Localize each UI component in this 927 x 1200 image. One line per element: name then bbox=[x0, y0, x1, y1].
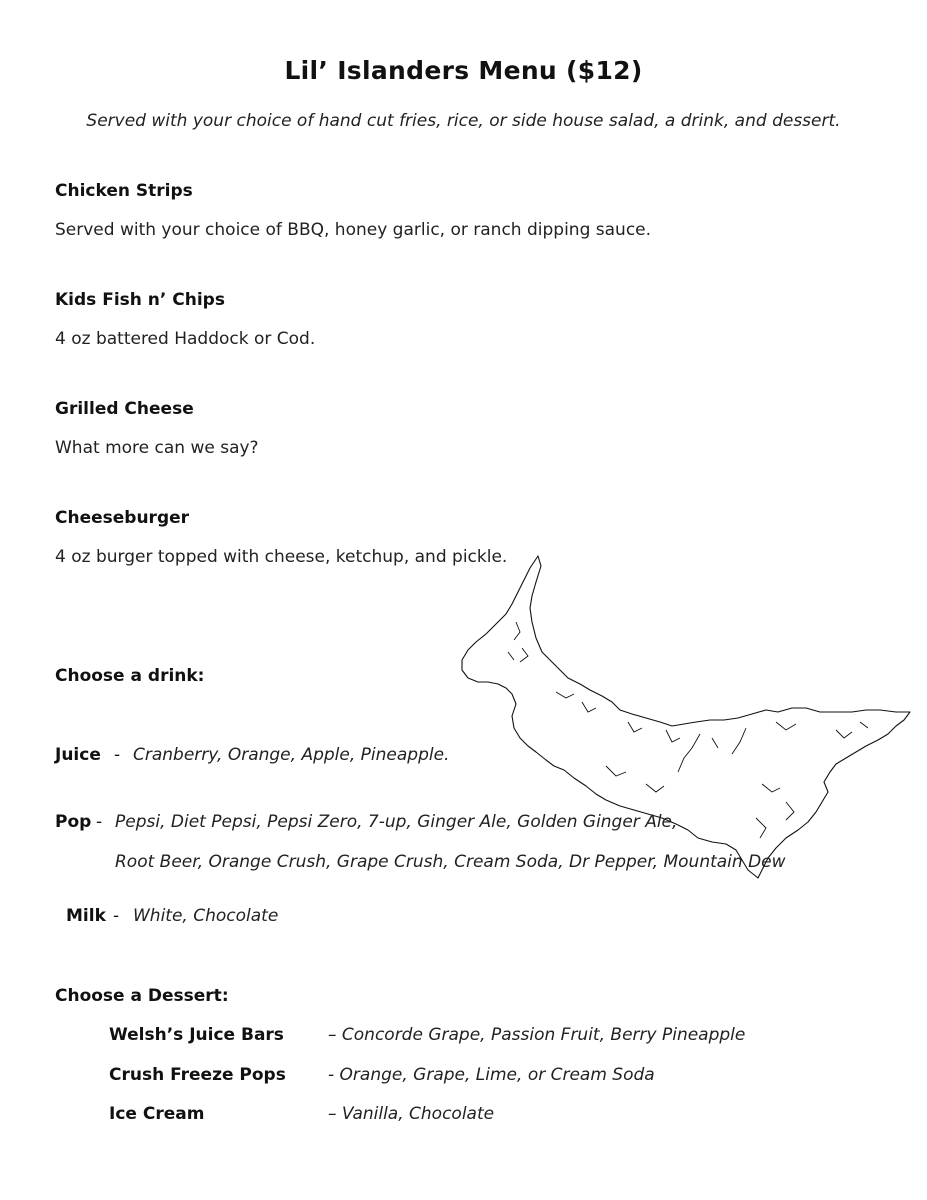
dessert-options-freeze-pops: - Orange, Grape, Lime, or Cream Soda bbox=[328, 1065, 655, 1085]
drink-label-juice: Juice bbox=[55, 745, 101, 765]
item-name-chicken-strips: Chicken Strips bbox=[55, 181, 193, 201]
drink-separator-pop: - bbox=[96, 812, 103, 832]
item-name-fish-n-chips: Kids Fish n’ Chips bbox=[55, 290, 225, 310]
item-desc-chicken-strips: Served with your choice of BBQ, honey garlic, or ranch dipping sauce. bbox=[55, 220, 652, 240]
dessert-options-juice-bars: – Concorde Grape, Passion Fruit, Berry Pineapple bbox=[328, 1025, 746, 1045]
item-name-grilled-cheese: Grilled Cheese bbox=[55, 399, 194, 419]
item-desc-cheeseburger: 4 oz burger topped with cheese, ketchup, and pickle. bbox=[55, 547, 508, 567]
drink-options-milk: White, Chocolate bbox=[133, 906, 279, 926]
item-name-cheeseburger: Cheeseburger bbox=[55, 508, 190, 528]
drink-separator-juice: - bbox=[114, 745, 121, 765]
item-desc-grilled-cheese: What more can we say? bbox=[55, 438, 259, 458]
drink-label-milk: Milk bbox=[66, 906, 106, 926]
drinks-heading: Choose a drink: bbox=[55, 666, 205, 686]
dessert-name-juice-bars: Welsh’s Juice Bars bbox=[109, 1025, 284, 1045]
menu-subtitle: Served with your choice of hand cut fries, rice, or side house salad, a drink, and dessert. bbox=[86, 111, 841, 131]
item-desc-fish-n-chips: 4 oz battered Haddock or Cod. bbox=[55, 329, 316, 349]
drink-label-pop: Pop bbox=[55, 812, 92, 832]
page-title: Lil’ Islanders Menu ($12) bbox=[284, 56, 643, 85]
dessert-options-ice-cream: – Vanilla, Chocolate bbox=[328, 1104, 495, 1124]
dessert-name-ice-cream: Ice Cream bbox=[109, 1104, 205, 1124]
drink-options-pop-line2: Root Beer, Orange Crush, Grape Crush, Cream Soda, Dr Pepper, Mountain Dew bbox=[115, 852, 786, 872]
drink-options-pop-line1: Pepsi, Diet Pepsi, Pepsi Zero, 7-up, Ginger Ale, Golden Ginger Ale, bbox=[115, 812, 678, 832]
dessert-name-freeze-pops: Crush Freeze Pops bbox=[109, 1065, 286, 1085]
desserts-heading: Choose a Dessert: bbox=[55, 986, 229, 1006]
drink-separator-milk: - bbox=[113, 906, 120, 926]
drink-options-juice: Cranberry, Orange, Apple, Pineapple. bbox=[133, 745, 450, 765]
